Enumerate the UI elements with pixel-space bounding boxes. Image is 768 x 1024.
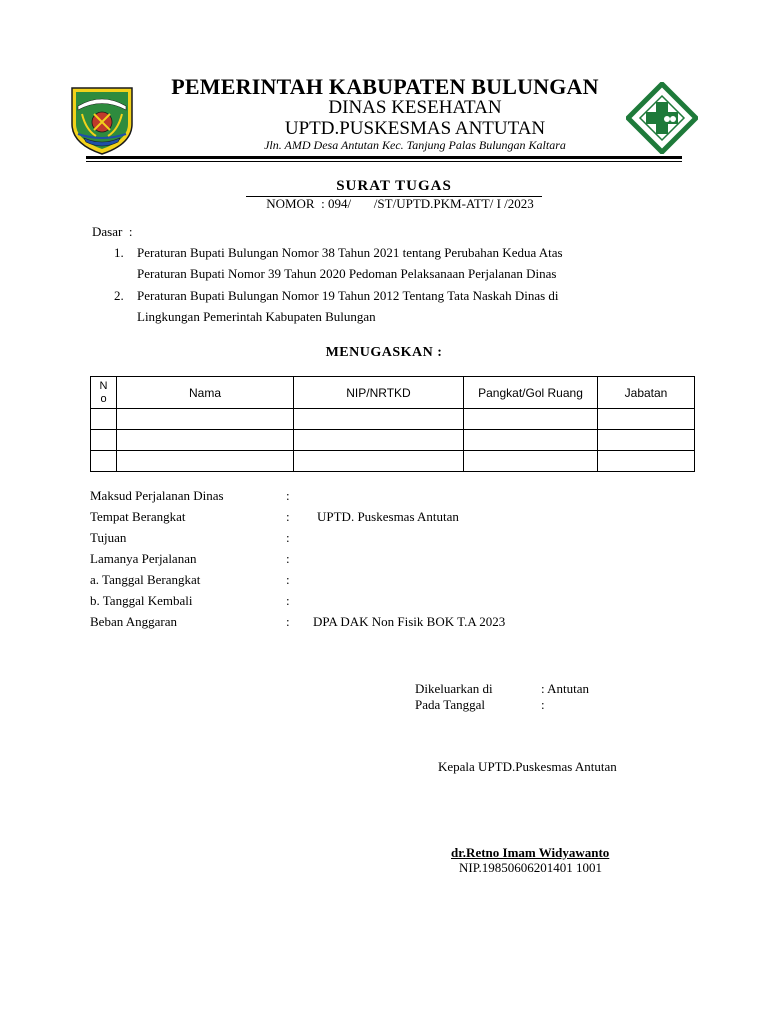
table-cell[interactable] bbox=[117, 451, 294, 472]
basis-item bbox=[114, 285, 679, 329]
table-cell[interactable] bbox=[117, 409, 294, 430]
detail-colon: : bbox=[286, 572, 290, 587]
table-cell[interactable] bbox=[294, 451, 464, 472]
table-cell[interactable] bbox=[91, 430, 117, 451]
department-name: DINAS KESEHATAN bbox=[328, 97, 502, 118]
detail-label: a. Tanggal Berangkat bbox=[90, 572, 201, 587]
detail-label: Beban Anggaran bbox=[90, 614, 178, 629]
basis-item-text: Peraturan Bupati Bulungan Nomor 19 Tahun 2012 Tentang Tata Naskah Dinas di Lingkungan Pemerintah Kabupaten Bulungan bbox=[137, 288, 559, 324]
table-row bbox=[91, 409, 695, 430]
basis-item bbox=[114, 242, 679, 286]
letterhead-rule-thin bbox=[86, 161, 682, 162]
bulungan-regency-logo bbox=[64, 84, 140, 156]
address: Jln. AMD Desa Antutan Kec. Tanjung Palas Bulungan Kaltara bbox=[264, 138, 566, 152]
detail-label: Maksud Perjalanan Dinas bbox=[90, 488, 224, 503]
signatory-name: dr.Retno Imam Widyawanto bbox=[451, 845, 610, 860]
unit-name: UPTD.PUSKESMAS ANTUTAN bbox=[284, 118, 546, 139]
basis-item-text: Peraturan Bupati Bulungan Nomor 38 Tahun 2021 tentang Perubahan Kedua Atas Peraturan Bupati Nomor 39 Tahun 2020 Pedoman Pelaksanaan Perjalanan Dinas bbox=[137, 245, 563, 281]
assignment-heading: MENUGASKAN : bbox=[325, 345, 443, 360]
header-nip: NIP/NRTKD bbox=[294, 377, 464, 409]
table-cell[interactable] bbox=[464, 451, 598, 472]
detail-label: Lamanya Perjalanan bbox=[90, 551, 197, 566]
table-cell[interactable] bbox=[464, 430, 598, 451]
detail-colon: : bbox=[286, 488, 290, 503]
letterhead-rule-thick bbox=[86, 156, 682, 159]
issued-date-label: Pada Tanggal bbox=[415, 697, 485, 712]
government-name: PEMERINTAH KABUPATEN BULUNGAN bbox=[171, 74, 599, 99]
document-title: SURAT TUGAS bbox=[246, 178, 542, 197]
personnel-table bbox=[90, 376, 695, 472]
table-row bbox=[91, 430, 695, 451]
table-cell[interactable] bbox=[464, 409, 598, 430]
detail-colon: : bbox=[286, 509, 290, 524]
basis-label: Dasar : bbox=[92, 224, 133, 239]
detail-label: Tempat Berangkat bbox=[90, 509, 186, 524]
issued-place-value: : Antutan bbox=[541, 681, 590, 696]
basis-item-number: 1. bbox=[114, 245, 124, 260]
table-cell[interactable] bbox=[294, 409, 464, 430]
table-header-row bbox=[91, 377, 695, 409]
header-no: N o bbox=[91, 377, 117, 409]
table-cell[interactable] bbox=[91, 409, 117, 430]
basis-item-number: 2. bbox=[114, 288, 124, 303]
detail-colon: : bbox=[286, 530, 290, 545]
detail-colon: : bbox=[286, 551, 290, 566]
header-jabatan: Jabatan bbox=[598, 377, 695, 409]
table-cell[interactable] bbox=[598, 451, 695, 472]
signatory-position: Kepala UPTD.Puskesmas Antutan bbox=[438, 759, 617, 774]
table-cell[interactable] bbox=[91, 451, 117, 472]
header-pangkat: Pangkat/Gol Ruang bbox=[464, 377, 598, 409]
detail-colon: : bbox=[286, 614, 290, 629]
detail-value[interactable]: DPA DAK Non Fisik BOK T.A 2023 bbox=[313, 614, 506, 629]
document-number: NOMOR : 094/ /ST/UPTD.PKM-ATT/ I /2023 bbox=[266, 196, 534, 211]
table-cell[interactable] bbox=[598, 409, 695, 430]
header-nama: Nama bbox=[117, 377, 294, 409]
table-cell[interactable] bbox=[598, 430, 695, 451]
table-cell[interactable] bbox=[294, 430, 464, 451]
table-row bbox=[91, 451, 695, 472]
detail-label: Tujuan bbox=[90, 530, 127, 545]
table-cell[interactable] bbox=[117, 430, 294, 451]
issued-date-value: : bbox=[541, 697, 545, 712]
issued-place-label: Dikeluarkan di bbox=[415, 681, 493, 696]
detail-label: b. Tanggal Kembali bbox=[90, 593, 193, 608]
detail-value[interactable]: UPTD. Puskesmas Antutan bbox=[317, 509, 459, 524]
detail-colon: : bbox=[286, 593, 290, 608]
signatory-nip: NIP.19850606201401 1001 bbox=[459, 860, 603, 875]
